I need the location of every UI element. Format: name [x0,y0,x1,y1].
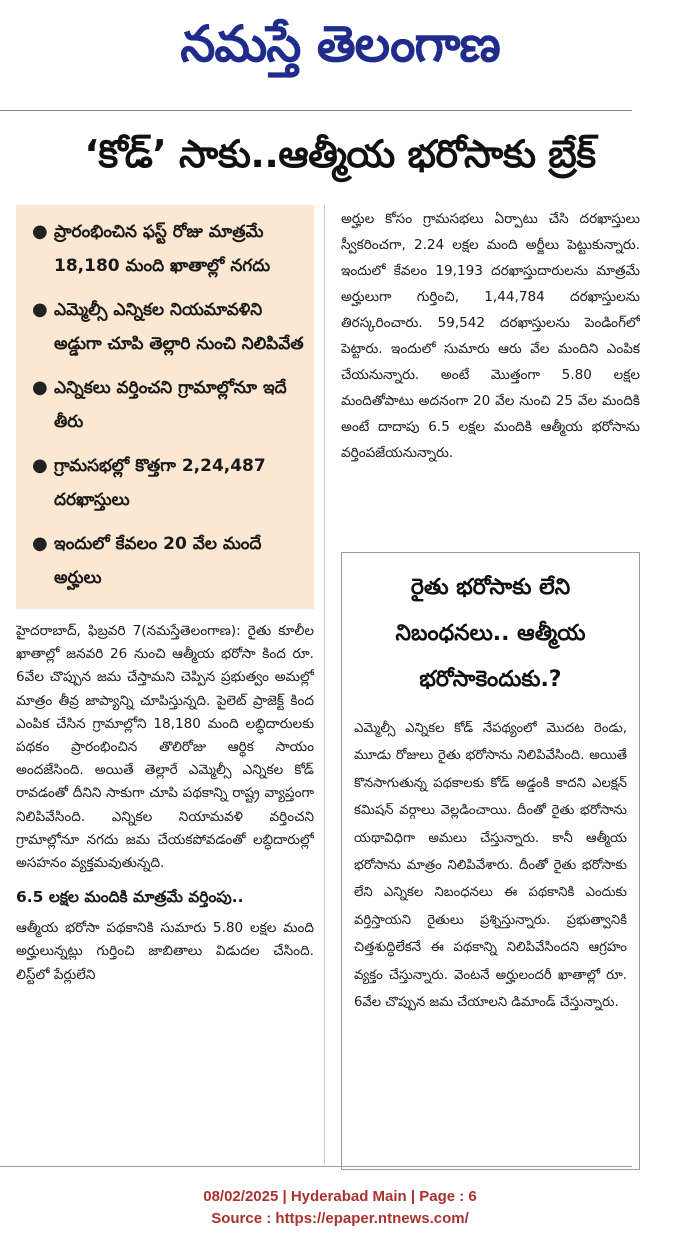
bullet-icon: ● [32,533,48,554]
masthead-title: నమస్తే తెలంగాణ [180,14,500,73]
bullet-icon: ● [32,377,48,398]
article-paragraph: హైదరాబాద్, ఫిబ్రవరి 7(నమస్తేతెలంగాణ): రైతు కూలీల ఖాతాల్లో జనవరి 26 నుంచి ఆత్మీయ భరోసా కింద రూ. 6వేల చొప్పున జమ చేస్తామని చెప్పిన ప్రభుత్వం అమల్లో మాత్రం తీవ్ర జాప్యాన్ని చూపిస్తున్నది. పైలెట్ ప్రాజెక్ట్ కింద ఎంపిక చేసిన గ్రామాల్లోని 18,180 మంది లబ్ధిదారులకు పథకం ప్రారంభించిన తొలిరోజు ఆర్థిక సాయం అందజేసింది. అయితే తెల్లారే ఎమ్మెల్సీ ఎన్నికల కోడ్ రావడంతో దీనిని సాకుగా చూపి పథకాన్ని రాష్ట్ర వ్యాప్తంగా నిలిపివేసింది. ఎన్నికల నియామవళి వర్తించని గ్రామాల్లోనూ నగదు జమ చేయకపోవడంతో లబ్ధిదారుల్లో అసహనం వ్యక్తమవుతున్నది. [16,623,314,872]
right-column-top [341,206,640,544]
highlight-item: ● ఇందులో కేవలం 20 వేల మందే అర్హులు [32,527,304,595]
sidebar-paragraph: ఎమ్మెల్సీ ఎన్నికల కోడ్ నేపథ్యంలో మొదట రెండు, మూడు రోజులు రైతు భరోసాను నిలిపివేసింది. అయితే కొనసాగుతున్న పథకాలకు కోడ్ అడ్డంకి కాదని ఎలక్షన్ కమిషన్ వర్గాలు వెల్లడించాయి. దీంతో రైతు భరోసాను యథావిధిగా అమలు చేస్తున్నారు. కానీ ఆత్మీయ భరోసాను మాత్రం నిలిపివేశారు. దీంతో రైతు భరోసాకు లేని ఎన్నికల నిబంధనలు ఈ పథకానికి ఎందుకు వర్తిస్తాయని రైతులు ప్రశ్నిస్తున్నారు. ప్రభుత్వానికి చిత్తశుద్ధిలేకనే ఈ పథకాన్ని నిలిపివేసిందని ఆగ్రహం వ్యక్తం చేస్తున్నారు. వెంటనే అర్హులందరీ ఖాతాల్లో రూ. 6వేల చొప్పున జమ చేయాలని డిమాండ్ చేస్తున్నారు. [354,721,627,1011]
sidebar-box [341,552,640,1170]
headline-text: ‘కోడ్’ సాకు..ఆత్మీయ భరోసాకు బ్రేక్ [84,132,596,176]
page-footer [0,1186,680,1230]
article-subheading: 6.5 లక్షల మందికి మాత్రమే వర్తింపు.. [16,888,244,907]
left-column [16,620,314,1160]
masthead-divider [0,110,632,111]
article-paragraph: ఆత్మీయ భరోసా పథకానికి సుమారు 5.80 లక్షల మంది అర్హులున్నట్లు గుర్తించి జాబితాలు విడుదల చేసింది. లిస్ట్‌లో పేర్లులేని [16,920,314,983]
page-bottom-divider [0,1166,632,1167]
highlight-item: ● ఎన్నికలు వర్తించని గ్రామాల్లోనూ ఇదే తీరు [32,371,304,439]
article-headline [0,124,680,194]
footer-source-link[interactable]: Source : https://epaper.ntnews.com/ [211,1210,469,1227]
bullet-icon: ● [32,455,48,476]
column-divider [324,205,325,1165]
bullet-icon: ● [32,221,48,242]
newspaper-masthead [0,0,680,100]
highlight-item: ● ఎమ్మెల్సీ ఎన్నికల నియమావళిని అడ్డుగా చూపి తెల్లారి నుంచి నిలిపివేత [32,293,304,361]
bullet-icon: ● [32,299,48,320]
highlight-item: ● ప్రారంభించిన ఫస్ట్ రోజు మాత్రమే 18,180 మంది ఖాతాల్లో నగదు [32,215,304,283]
sidebar-title: రైతు భరోసాకు లేని నిబంధనలు.. ఆత్మీయ భరోసాకెందుకు.? [395,575,586,692]
footer-edition-info: 08/02/2025 | Hyderabad Main | Page : 6 [203,1188,477,1205]
highlight-item: ● గ్రామసభల్లో కొత్తగా 2,24,487 దరఖాస్తులు [32,449,304,517]
highlights-box [16,205,314,609]
article-paragraph: అర్హుల కోసం గ్రామసభలు ఏర్పాటు చేసి దరఖాస్తులు స్వీకరించగా, 2.24 లక్షల మంది అర్జీలు పెట్టుకున్నారు. ఇందులో కేవలం 19,193 దరఖాస్తుదారులను మాత్రమే అర్హులుగా గుర్తించి, 1,44,784 దరఖాస్తులను తిరస్కరించారు. 59,542 దరఖాస్తులను పెండింగ్‌లో పెట్టారు. ఇందులో సుమారు ఆరు వేల మందిని ఎంపిక చేయనున్నారు. అంటే మొత్తంగా 5.80 లక్షల మందితోపాటు అదనంగా 20 వేల నుంచి 25 వేల మందికి అంటే దాదాపు 6.5 లక్షల మందికి ఆత్మీయ భరోసాను వర్తింపజేయనున్నారు. [341,211,640,461]
